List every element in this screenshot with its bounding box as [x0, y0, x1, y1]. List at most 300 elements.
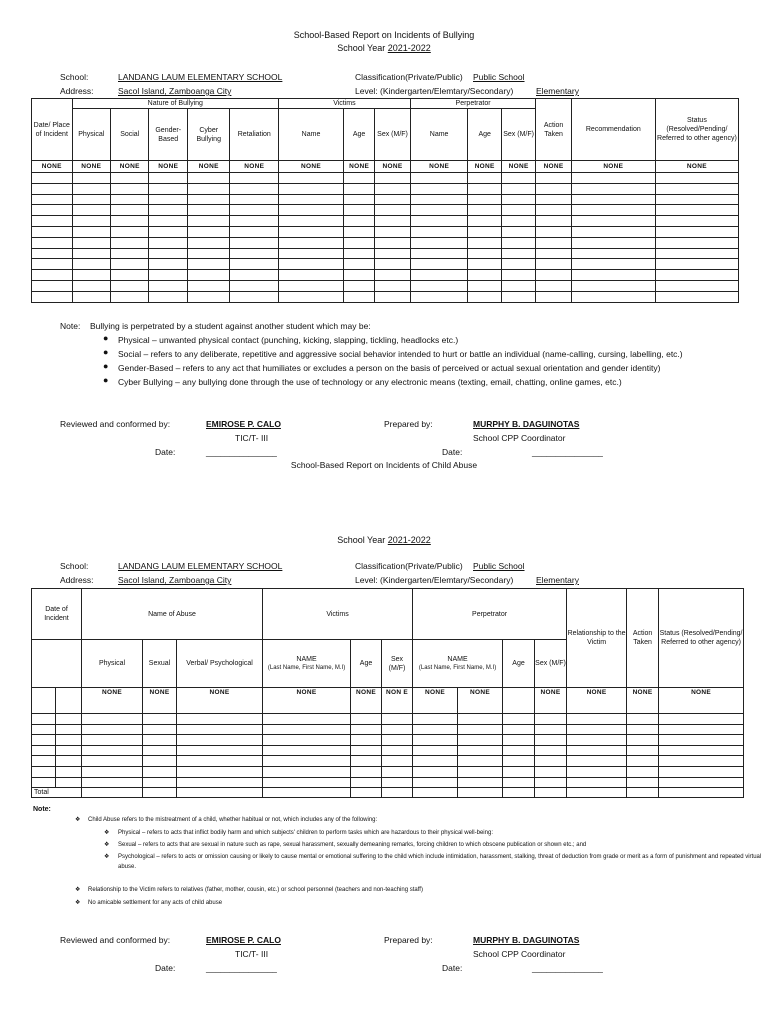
table-cell [263, 756, 351, 767]
table-cell [230, 226, 279, 237]
table-cell [571, 216, 655, 227]
table-cell [375, 259, 410, 270]
table-cell [571, 280, 655, 291]
table-cell [32, 280, 73, 291]
table-cell: NONE [149, 161, 187, 173]
level-label: Level: (Kindergarten/Elemtary/Secondary) [355, 86, 514, 96]
col-perp-name: Name [410, 109, 468, 161]
table-cell [571, 259, 655, 270]
col-victims: Victims [279, 99, 411, 109]
note-marker-icon: ❖ [104, 830, 110, 836]
reviewed-label: Reviewed and conformed by: [60, 935, 171, 945]
table-cell [230, 237, 279, 248]
preparer-name: MURPHY B. DAGUINOTAS [473, 419, 580, 429]
note2-item: Sexual – refers to acts that are sexual in nature such as rape, sexual harassment, sexually demeaning remarks, forcing children to which obscene publication or shown etc.; and [118, 842, 587, 848]
table-cell [82, 724, 143, 735]
table-cell: NONE [72, 161, 110, 173]
name-subheader: (Last Name, First Name, M.I) [418, 664, 497, 671]
table-cell [32, 745, 56, 756]
table-cell [110, 216, 148, 227]
table-cell [375, 280, 410, 291]
table-cell [32, 735, 56, 746]
table-cell [536, 194, 571, 205]
table-cell [627, 735, 659, 746]
table-cell [503, 777, 535, 788]
table-cell [468, 183, 501, 194]
table-row [32, 735, 744, 746]
table-cell [187, 205, 230, 216]
note1-item: Cyber Bullying – any bullying done through the use of technology or any electronic means (texting, email, chatting, online games, etc.) [118, 377, 622, 387]
table-cell: NONE [343, 161, 374, 173]
bullet-icon: ● [103, 361, 109, 371]
table-cell: NON E [382, 688, 413, 714]
table-cell [110, 259, 148, 270]
col-retaliation: Retaliation [230, 109, 279, 161]
table-cell [149, 183, 187, 194]
table-cell [110, 173, 148, 184]
col-relationship: Relationship to the Victim [567, 589, 627, 688]
table-cell [187, 248, 230, 259]
table-cell [351, 714, 382, 725]
table-cell [501, 291, 535, 302]
school-value: LANDANG LAUM ELEMENTARY SCHOOL [118, 561, 283, 571]
table-cell [659, 756, 744, 767]
table-cell [382, 745, 413, 756]
table-cell [343, 216, 374, 227]
table-cell [230, 183, 279, 194]
table-cell: NONE [501, 161, 535, 173]
table-cell [351, 777, 382, 788]
table-cell [263, 714, 351, 725]
note2-item: Psychological – refers to acts or omission causing or likely to cause mental or emotional suffering to the child which include intimidation, harassment, stalking, threat of deduction from grade or merit as a form of punishment and repeated virtual abuse. [118, 854, 762, 870]
table-cell [56, 745, 82, 756]
table-cell [535, 735, 567, 746]
table-cell [413, 788, 458, 798]
table-cell [279, 216, 344, 227]
table-cell [410, 280, 468, 291]
note-marker-icon: ❖ [75, 817, 81, 823]
table-cell [659, 788, 744, 798]
preparer-name: MURPHY B. DAGUINOTAS [473, 935, 580, 945]
col-date-of-incident: Date of Incident [32, 589, 82, 640]
table-row [32, 777, 744, 788]
col-perp-age: Age [468, 109, 501, 161]
table-cell [143, 777, 177, 788]
table-cell [655, 173, 738, 184]
table-cell [503, 724, 535, 735]
table-cell [503, 745, 535, 756]
table-cell [343, 291, 374, 302]
table-cell [501, 183, 535, 194]
note-marker-icon: ❖ [75, 887, 81, 893]
note-marker-icon: ❖ [75, 900, 81, 906]
table-cell [501, 226, 535, 237]
table-cell [375, 173, 410, 184]
table-row [32, 183, 739, 194]
table-cell [343, 280, 374, 291]
table-cell [659, 745, 744, 756]
table-row [32, 173, 739, 184]
col-victim-sex: Sex (M/F) [382, 640, 413, 688]
table-cell [351, 724, 382, 735]
col-physical: Physical [82, 640, 143, 688]
table-cell [230, 205, 279, 216]
table-cell [32, 766, 56, 777]
table-cell [230, 270, 279, 281]
table-cell [571, 173, 655, 184]
table-cell [501, 205, 535, 216]
table-cell: NONE [32, 161, 73, 173]
col-social: Social [110, 109, 148, 161]
table-cell [501, 280, 535, 291]
table-cell [110, 270, 148, 281]
table-cell [32, 756, 56, 767]
table-cell [110, 194, 148, 205]
table-cell [382, 724, 413, 735]
col-action-taken: Action Taken [627, 589, 659, 688]
table-cell [177, 714, 263, 725]
table-cell [351, 788, 382, 798]
name-header: NAME [447, 655, 468, 663]
table-cell [536, 205, 571, 216]
table-row [32, 756, 744, 767]
table-cell [351, 766, 382, 777]
table-cell [32, 248, 73, 259]
table-row [32, 259, 739, 270]
table-cell: NONE [659, 688, 744, 714]
table-cell [149, 237, 187, 248]
table-cell [501, 248, 535, 259]
table-cell [143, 714, 177, 725]
preparer-title: School CPP Coordinator [473, 433, 566, 443]
table-cell [149, 205, 187, 216]
reviewer-name: EMIROSE P. CALO [206, 419, 281, 429]
table-cell [410, 216, 468, 227]
table-cell [410, 237, 468, 248]
report1-school-year: School Year 2021-2022 [337, 43, 431, 53]
table-cell [410, 291, 468, 302]
table-cell [187, 183, 230, 194]
table-cell [503, 735, 535, 746]
table-cell: NONE [413, 688, 458, 714]
table-cell [536, 237, 571, 248]
table-cell [351, 745, 382, 756]
classification-value: Public School [473, 561, 525, 571]
note1-label: Note: [60, 321, 81, 331]
table-cell [536, 183, 571, 194]
table-cell [279, 173, 344, 184]
table-cell [279, 280, 344, 291]
table-cell [343, 183, 374, 194]
table-cell: NONE [655, 161, 738, 173]
table-cell [177, 766, 263, 777]
table-cell [655, 194, 738, 205]
table-cell [468, 270, 501, 281]
address-label: Address: [60, 575, 94, 585]
report2-school-year: School Year 2021-2022 [337, 535, 431, 545]
table-cell [343, 205, 374, 216]
table-cell [230, 259, 279, 270]
note2-item: Child Abuse refers to the mistreatment of a child, whether habitual or not, which includes any of the following: [88, 817, 378, 823]
table-cell [375, 248, 410, 259]
table-cell [32, 183, 73, 194]
table-cell [413, 714, 458, 725]
table-cell [659, 735, 744, 746]
table-row [32, 714, 744, 725]
table-cell [413, 745, 458, 756]
table-cell [343, 270, 374, 281]
address-value: Sacol Island, Zamboanga City [118, 86, 232, 96]
bullying-table [31, 98, 739, 303]
note2-item: Physical – refers to acts that inflict bodily harm and which subjects' children to perform tasks which are hazardous to their physical well-being: [118, 830, 493, 836]
col-victims: Victims [263, 589, 413, 640]
col-sexual: Sexual [143, 640, 177, 688]
table-cell [567, 777, 627, 788]
child-abuse-table [31, 588, 744, 798]
table-row [32, 745, 744, 756]
table-cell [279, 194, 344, 205]
table-cell: NONE [410, 161, 468, 173]
table-cell [468, 194, 501, 205]
col-nature-of-bullying: Nature of Bullying [72, 99, 279, 109]
table-cell [413, 735, 458, 746]
table-cell [571, 291, 655, 302]
col-perp-sex: Sex (M/F) [501, 109, 535, 161]
table-cell [187, 194, 230, 205]
table-cell [143, 788, 177, 798]
table-cell [655, 280, 738, 291]
table-cell [263, 724, 351, 735]
table-cell [468, 280, 501, 291]
table-cell: NONE [351, 688, 382, 714]
table-cell [187, 270, 230, 281]
table-cell [503, 756, 535, 767]
table-cell [32, 259, 73, 270]
table-cell [503, 688, 535, 714]
table-cell: NONE [263, 688, 351, 714]
table-cell [279, 259, 344, 270]
table-cell [72, 280, 110, 291]
table-cell [468, 248, 501, 259]
table-cell [468, 291, 501, 302]
table-cell [501, 270, 535, 281]
report1-title: School-Based Report on Incidents of Bullying [293, 30, 475, 40]
table-cell [187, 259, 230, 270]
table-cell [627, 745, 659, 756]
table-cell [149, 173, 187, 184]
empty-rows [32, 714, 744, 788]
classification-label: Classification(Private/Public) [355, 72, 463, 82]
table-cell [149, 226, 187, 237]
table-cell [627, 788, 659, 798]
table-cell [536, 259, 571, 270]
table-cell [32, 216, 73, 227]
table-cell [72, 270, 110, 281]
table-cell: NONE [627, 688, 659, 714]
table-cell [571, 270, 655, 281]
col-status: Status (Resolved/Pending/ Referred to other agency) [659, 589, 744, 688]
classification-label: Classification(Private/Public) [355, 561, 463, 571]
table-cell [468, 226, 501, 237]
table-cell [501, 259, 535, 270]
table-cell [110, 183, 148, 194]
table-cell [382, 756, 413, 767]
table-cell [655, 248, 738, 259]
table-cell [503, 788, 535, 798]
col-victim-name [263, 640, 351, 688]
table-cell [375, 194, 410, 205]
table-cell [72, 259, 110, 270]
table-cell [187, 173, 230, 184]
table-cell [375, 205, 410, 216]
reviewer-title: TIC/T- III [235, 949, 269, 959]
col-victim-age: Age [343, 109, 374, 161]
table-cell [32, 270, 73, 281]
table-cell [230, 216, 279, 227]
table-cell [627, 756, 659, 767]
note1-item: Gender-Based – refers to any act that humiliates or excludes a person on the basis of perceived or actual sexual orientation and gender identity) [118, 363, 661, 373]
table-cell [187, 237, 230, 248]
table-cell [458, 756, 503, 767]
date-label: Date: [155, 447, 176, 457]
table-cell [536, 216, 571, 227]
table-cell [410, 248, 468, 259]
table-cell [375, 216, 410, 227]
table-cell [536, 291, 571, 302]
col-cyber-bullying: Cyber Bullying [187, 109, 230, 161]
col-perp-age: Age [503, 640, 535, 688]
table-cell [187, 226, 230, 237]
table-cell [351, 756, 382, 767]
table-cell [32, 237, 73, 248]
table-cell [567, 756, 627, 767]
table-cell [410, 194, 468, 205]
table-cell [32, 688, 56, 714]
table-cell [279, 226, 344, 237]
note1-item: Physical – unwanted physical contact (punching, kicking, slapping, tickling, headlocks etc.) [118, 335, 459, 345]
table-cell [567, 735, 627, 746]
table-cell: NONE [279, 161, 344, 173]
table-cell [458, 724, 503, 735]
col-physical: Physical [72, 109, 110, 161]
note2-label: Note: [33, 806, 51, 813]
table-cell [177, 724, 263, 735]
table-cell [72, 237, 110, 248]
table-cell [567, 745, 627, 756]
col-perpetrator: Perpetrator [410, 99, 536, 109]
table-row [32, 280, 739, 291]
table-cell [503, 766, 535, 777]
table-row [32, 237, 739, 248]
none-row [32, 161, 739, 173]
table-cell [263, 766, 351, 777]
table-cell: NONE [536, 161, 571, 173]
table-cell [110, 205, 148, 216]
table-row [32, 724, 744, 735]
table-cell [571, 194, 655, 205]
table-cell [627, 777, 659, 788]
table-cell [468, 205, 501, 216]
table-cell [535, 724, 567, 735]
school-label: School: [60, 72, 89, 82]
table-cell [263, 745, 351, 756]
table-cell [659, 777, 744, 788]
prepared-label: Prepared by: [384, 419, 433, 429]
table-cell [72, 205, 110, 216]
table-cell [110, 291, 148, 302]
table-cell [655, 183, 738, 194]
table-cell [536, 280, 571, 291]
table-cell [410, 173, 468, 184]
table-cell [627, 714, 659, 725]
table-cell [177, 745, 263, 756]
table-cell [110, 280, 148, 291]
table-cell [32, 777, 56, 788]
table-cell [82, 756, 143, 767]
table-cell [458, 788, 503, 798]
empty-header-cell [32, 640, 82, 688]
address-value: Sacol Island, Zamboanga City [118, 575, 232, 585]
table-cell [536, 270, 571, 281]
table-cell [279, 237, 344, 248]
preparer-title: School CPP Coordinator [473, 949, 566, 959]
table-cell [56, 724, 82, 735]
address-label: Address: [60, 86, 94, 96]
table-cell [263, 788, 351, 798]
table-cell [82, 714, 143, 725]
table-cell [458, 745, 503, 756]
col-action-taken: Action Taken [536, 99, 571, 161]
table-row [32, 766, 744, 777]
table-cell [143, 745, 177, 756]
table-cell [410, 270, 468, 281]
total-row [32, 788, 744, 798]
table-cell: NONE [571, 161, 655, 173]
table-cell [410, 183, 468, 194]
table-cell [501, 173, 535, 184]
table-cell [458, 735, 503, 746]
table-cell [458, 714, 503, 725]
col-perp-sex: Sex (M/F) [535, 640, 567, 688]
table-cell [410, 205, 468, 216]
col-victim-sex: Sex (M/F) [375, 109, 410, 161]
table-cell [343, 237, 374, 248]
table-cell [72, 248, 110, 259]
col-perp-name [413, 640, 503, 688]
col-name-of-abuse: Name of Abuse [82, 589, 263, 640]
date-line: _______________ [206, 963, 277, 973]
table-cell [177, 756, 263, 767]
table-cell [177, 735, 263, 746]
table-cell: NONE [230, 161, 279, 173]
note1-item: Social – refers to any deliberate, repetitive and aggressive social behavior intended to hurt or battle an individual (name-calling, cursing, labelling, etc.) [118, 349, 683, 359]
table-cell [535, 788, 567, 798]
table-row [32, 248, 739, 259]
table-cell [263, 777, 351, 788]
table-cell [72, 226, 110, 237]
table-cell [410, 226, 468, 237]
school-value: LANDANG LAUM ELEMENTARY SCHOOL [118, 72, 283, 82]
table-cell [571, 248, 655, 259]
table-cell: NONE [375, 161, 410, 173]
table-cell: NONE [535, 688, 567, 714]
note2-item: No amicable settlement for any acts of child abuse [88, 900, 223, 906]
table-cell [351, 735, 382, 746]
table-cell [659, 714, 744, 725]
table-cell [382, 714, 413, 725]
table-cell [468, 259, 501, 270]
table-cell [32, 291, 73, 302]
